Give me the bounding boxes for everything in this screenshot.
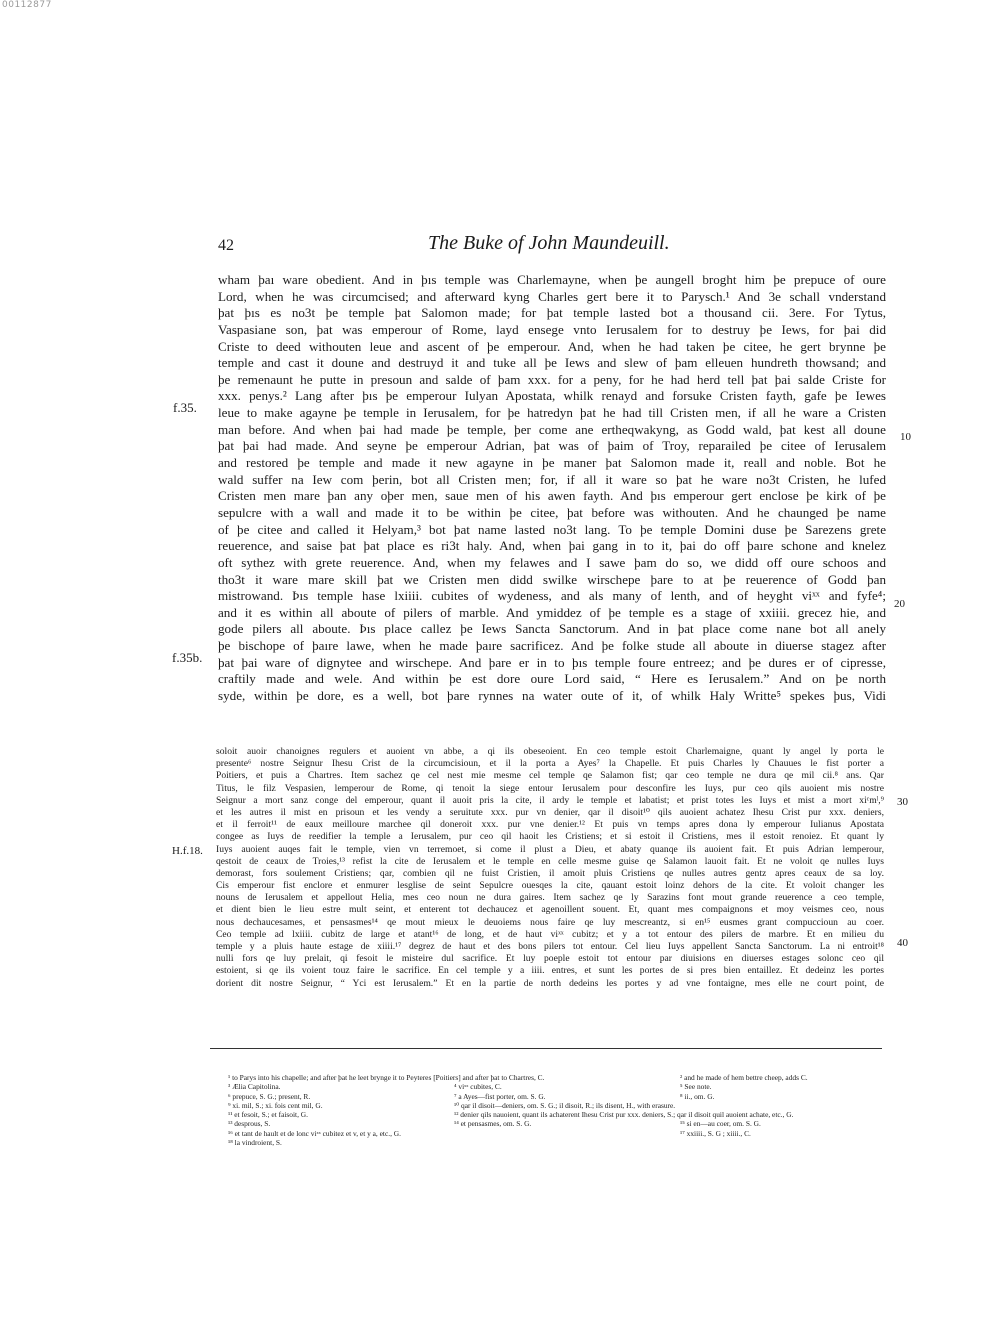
text-line: Poitiers, et puis a Chartres. Item sachez qe cel nest mie mesme cel temple qe Salamon fist; qar ceo temple ne dura qe mil cii.⁸ ans. Qar <box>216 770 884 782</box>
text-line: dorient dit nostre Seignur, “ Yci est Ierusalem.” Et en la partie de north dedeins les portes y ad vne fontaigne, mes elle ne court point, de <box>216 977 884 989</box>
text-line: et les autres il mist en prisoun et les vendy a seruitute xxx. pur vn denier, qar il disoit¹⁰ qils auoient achatez Ihesu Crist pur xxx. deniers, <box>216 806 884 818</box>
footnote: ⁶ prepuce, S. G.; present, R. <box>228 1091 311 1101</box>
running-title: The Buke of John Maundeuill. <box>428 232 670 254</box>
text-line: and it es within all aboute of pilers of marble. And ymiddez of þe temple es a stage of xxiiii. grecez hie, and <box>218 604 886 620</box>
text-line: mistrowand. Þıs temple hase lxiiii. cubites of wydeness, and als many of lenth, and of heyght viˣˣ and fyfe⁴; <box>218 588 886 604</box>
folio-ref: H.f.18. <box>172 845 203 857</box>
text-line: wald suffer na Iew com þerin, bot all Cristen men; for, if all it ware so þat he ware no3t Cristen, he lufed <box>218 471 886 487</box>
text-line: man before. And when þai had made þe temple, þer come ane ertheqwakyng, as Godd wald, þat kest all doune <box>218 421 886 437</box>
text-line: þe remenaunt he putte in presoun and salde of þam xxx. for a peny, for he had herd tell þat þai salde Criste for <box>218 371 886 387</box>
footnote: ¹⁰ qar il disoit—deniers, om. S. G.; il disoit, R.; ils disent, H., with erasure. <box>454 1100 676 1110</box>
corner-code: 00112877 <box>2 0 52 10</box>
footnote: ⁹ xi. mil, S.; xi. fois cent mil, G. <box>228 1100 323 1110</box>
footnote: ¹⁴ et pensasmes, om. S. G. <box>454 1119 532 1129</box>
text-line: þat þıs es no3t þe temple þat Salomon made; for þat temple lasted bot a thousand cii. 3ere. For Tytus, <box>218 305 886 321</box>
footnote: ² and he made of hem bettre cheep, adds C. <box>680 1073 808 1082</box>
text-line: þat þai ware of dignytee and wirschepe. And þare er in to þıs temple foure entreez; and þe dures er of cipresse, <box>218 654 886 670</box>
text-line: þat þai had made. And seyne þe emperour Adrian, þat was of þaim of Troy, reparailed þe citee of Ierusalem <box>218 438 886 454</box>
text-line: Vaspasiane son, þat was emperour of Rome, layd ensege vnto Ierusalem for to destruy þe Iews, for þai did <box>218 321 886 337</box>
text-line: et dient bien le lieu estre mult seint, et enterent tot dechaucez et agenoillent souent. Et, quant mes compaignons et moy veismes ceo, nous <box>216 904 884 916</box>
footnote: ¹⁶ et tant de hault et de lonc viˣˣ cubitez et v, et y a, etc., G. <box>228 1128 401 1138</box>
footnote <box>680 1101 808 1110</box>
footnote: ¹⁷ xxiiii., S. G ; xiiii., C. <box>680 1128 751 1138</box>
footnote: ⁸ ii., om. G. <box>680 1091 715 1101</box>
footnote: ⁵ See note. <box>680 1082 712 1092</box>
text-line: wham þaı ware obedient. And in þıs temple was Charlemayne, when þe aungell broght him þe prepuce of oure <box>218 272 886 287</box>
text-line: congee as Iuys de reedifier la temple a Ierusalem, pur ceo qil haoit les Cristiens; et si estoit il Cristiens, mes il estoit renoiez. Et quant ly <box>216 831 884 843</box>
line-number: 30 <box>897 796 908 808</box>
text-line: qestoit de ceaux de Troies,¹³ refist la cite de Ierusalem et le temple en celle mesme guise qe Salamon lauoit fait. Et ne voloit qe nulles Iuys <box>216 855 884 867</box>
text-line: estoient, si qe ils voient touz faire le sacrifice. En cel temple y a iiii. entres, et sunt les portes de si pres bien entaillez. Et dedeinz les portes <box>216 965 884 977</box>
text-line: et il ferroit¹¹ de eaux meilloure marchee qil doneroit xxx. pur vne denier.¹² Et puis vn temps apres dona ly emperour Iulianus Apostata <box>216 819 884 831</box>
footnote: ³ Ælia Capitolina. <box>228 1082 281 1092</box>
footnote: ⁴ viˣˣ cubites, C. <box>454 1082 502 1092</box>
text-line: nulli fors qe luy prelait, qi fesoit le misteire dul sacrifice. Et luy poeple estoit tot entour par diuisions en diuerses estages solonc ceo qil <box>216 953 884 965</box>
footnote: ¹⁸ la vindroient, S. <box>228 1138 282 1148</box>
text-line: temple y a pluis haute estage de xiiii.¹⁷ degrez de haut et des bons pilers tot entour. Cel lieu Iuys appellent Sancta Sanctorum. La ni entroit¹⁸ <box>216 941 884 952</box>
text-line: demorast, fors soulement Cristiens; qar, combien qil ne fuist Cristien, il amoit pluis Cristiens qe nulles autres gentz apres ceaux de sa loy. <box>216 867 884 879</box>
text-line: syde, within þe dore, es a well, bot þare rynnes na water oute of it, of whilk Haly Writte⁵ spekes þus, Vidi <box>218 688 886 704</box>
text-line: þe bischope of þaıre lawe, when he made þaıre sacrificez. And þe folke stude all aboute in diuerse stagez after <box>218 638 886 654</box>
text-line: Ceo temple ad lxiiii. cubitz de large et atant¹⁶ de long, et de haut viˣˣ cubitz; et y a tot entour des pilers de marbre. Et en milieu du <box>216 928 884 940</box>
french-text-block <box>216 746 884 990</box>
main-text-block <box>218 272 886 705</box>
text-line: Seignur a mort sanz conge del emperour, quant il auoit pris la cite, il ardy le temple et labatist; et prist totes les Iuys et mist a mort xiᶜmˡ,⁹ <box>216 794 884 806</box>
text-line: sepulcre with a wall and made it to be within þe citee, þat before was withouten. And he chaunged þe name <box>218 504 886 520</box>
footnote: ⁷ a Ayes—fist porter, om. S. G. <box>454 1091 546 1101</box>
text-line: xxx. penys.² Lang after þıs þe emperour Iulyan Apostata, whilk renayd and forsuke Cristen fayth, gafe þe Iewes <box>218 388 886 404</box>
text-line: Cis emperour fist enclore et enmurer lesglise de seint Sepulcre ouesqes la cite, qauant estoit loinz dehors de la cite. Et voloit changer les <box>216 880 884 892</box>
text-line: oft sythez with grete reuerence. And, when my felawes and I sawe þam do so, we didd off oure schoos and <box>218 554 886 570</box>
text-line: gode pilers all aboute. Þıs place callez þe Iews Sancta Sanctorum. And in þat place come nane bot all anely <box>218 621 886 637</box>
footnote: ¹² denier qils nauoient, quant ils achaterent Ihesu Crist pur xxx. deniers, S.; qar il disoit quil auoient achate, etc., G. <box>454 1110 794 1120</box>
footnote: ¹¹ et fesoit, S.; et faisoit, G. <box>228 1110 308 1120</box>
text-line: Iuys auoient auqes fait le temple, vien vn terremoet, si come il plust a Dieu, et abaty quanqe ils auoient fait. Et puis Adrian lemperour, <box>216 843 884 855</box>
text-line: Cristen men mare þan any oþer men, saue men of his awen fayth. And þıs emperour gert enclose þe kirk of þe <box>218 488 886 504</box>
text-line: soloit auoir chanoignes regulers et auoient vn abbe, a qi ils obeseoient. En ceo temple estoit Charlemaigne, quant ly angel ly porta le <box>216 746 884 757</box>
text-line: Criste to deed withouten leue and ascent of þe emperour. And, when he had taken þe citee, he gert brynne þe <box>218 338 886 354</box>
text-line: and restored þe temple and made it new agayne in þe maner þat Salomon made it, reall and noble. Bot he <box>218 455 886 471</box>
page-number: 42 <box>218 237 234 254</box>
line-number: 10 <box>900 431 911 443</box>
text-line: presente⁶ nostre Seignur Ihesu Crist de la circumcisioun, et il la porta a Ayes⁷ la Chapelle. Et puis Charles ly Chauues le fist porter a <box>216 758 884 770</box>
text-line: tho3t it ware mare skill þat we Cristen men didd swilke wirschepe þare to at þe reuerence of Godd þan <box>218 571 886 587</box>
text-line: of þe citee and called it Helyam,³ bot þat name lasted no3t lang. To þe temple Domini duse þe Sarezens grete <box>218 521 886 537</box>
text-line: leue to make agayne þe temple in Ierusalem, for þe hatredyn þat he had till Cristen men, if all he ware a Cristen <box>218 405 886 421</box>
footnote-rule <box>210 1048 882 1049</box>
line-number: 20 <box>894 598 905 610</box>
line-number: 40 <box>897 937 908 949</box>
text-line: craftily made and wele. And within þe est dore oure Lord said, “ Here es Ierusalem.” And on þe north <box>218 671 886 687</box>
text-line: Lord, when he was circumcised; and afterward kyng Charles gert bere it to Parysch.¹ And 3e schall vnderstand <box>218 288 886 304</box>
footnote: ¹³ desprous, S. <box>228 1119 271 1129</box>
text-line: reuerence, and saise þat þat place es ri3t haly. And, when þai gang in to it, þai do off þaıre schone and knelez <box>218 538 886 554</box>
footnote <box>680 1110 808 1119</box>
footnote-column <box>680 1073 808 1138</box>
footnote: ¹ to Parys into his chapelle; and after þat he leet brynge it to Peyteres [Poitiers] and after þat to Chartres, C. <box>228 1073 545 1082</box>
text-line: temple and cast it doune and destruyd it and tuke all þe Iews and slew of þam elleuen hundreth thowsand; and <box>218 355 886 371</box>
text-line: nouns de Ierusalem et appellout Helia, mes ceo noun ne dura gaires. Item sachez qe ly Sarazins font mout grande reuerence a ceo temple, <box>216 892 884 904</box>
footnote: ¹⁵ si en—au coer, om. S. G. <box>680 1119 761 1129</box>
folio-ref: f.35b. <box>172 650 203 665</box>
text-line: Titus, le filz Vespasien, lemperour de Rome, qi tenoit la siege entour Ierusalem pour desconfire les Iuys, pur ceo qils auoient mis nostre <box>216 782 884 794</box>
text-line: nous dechaucesames, et pensasmes¹⁴ qe mout mieux le deuoiems nous faire qe luy mescreantz, si en¹⁵ eusmes grant compuccioun au coer. <box>216 916 884 928</box>
folio-ref: f.35. <box>173 400 197 415</box>
